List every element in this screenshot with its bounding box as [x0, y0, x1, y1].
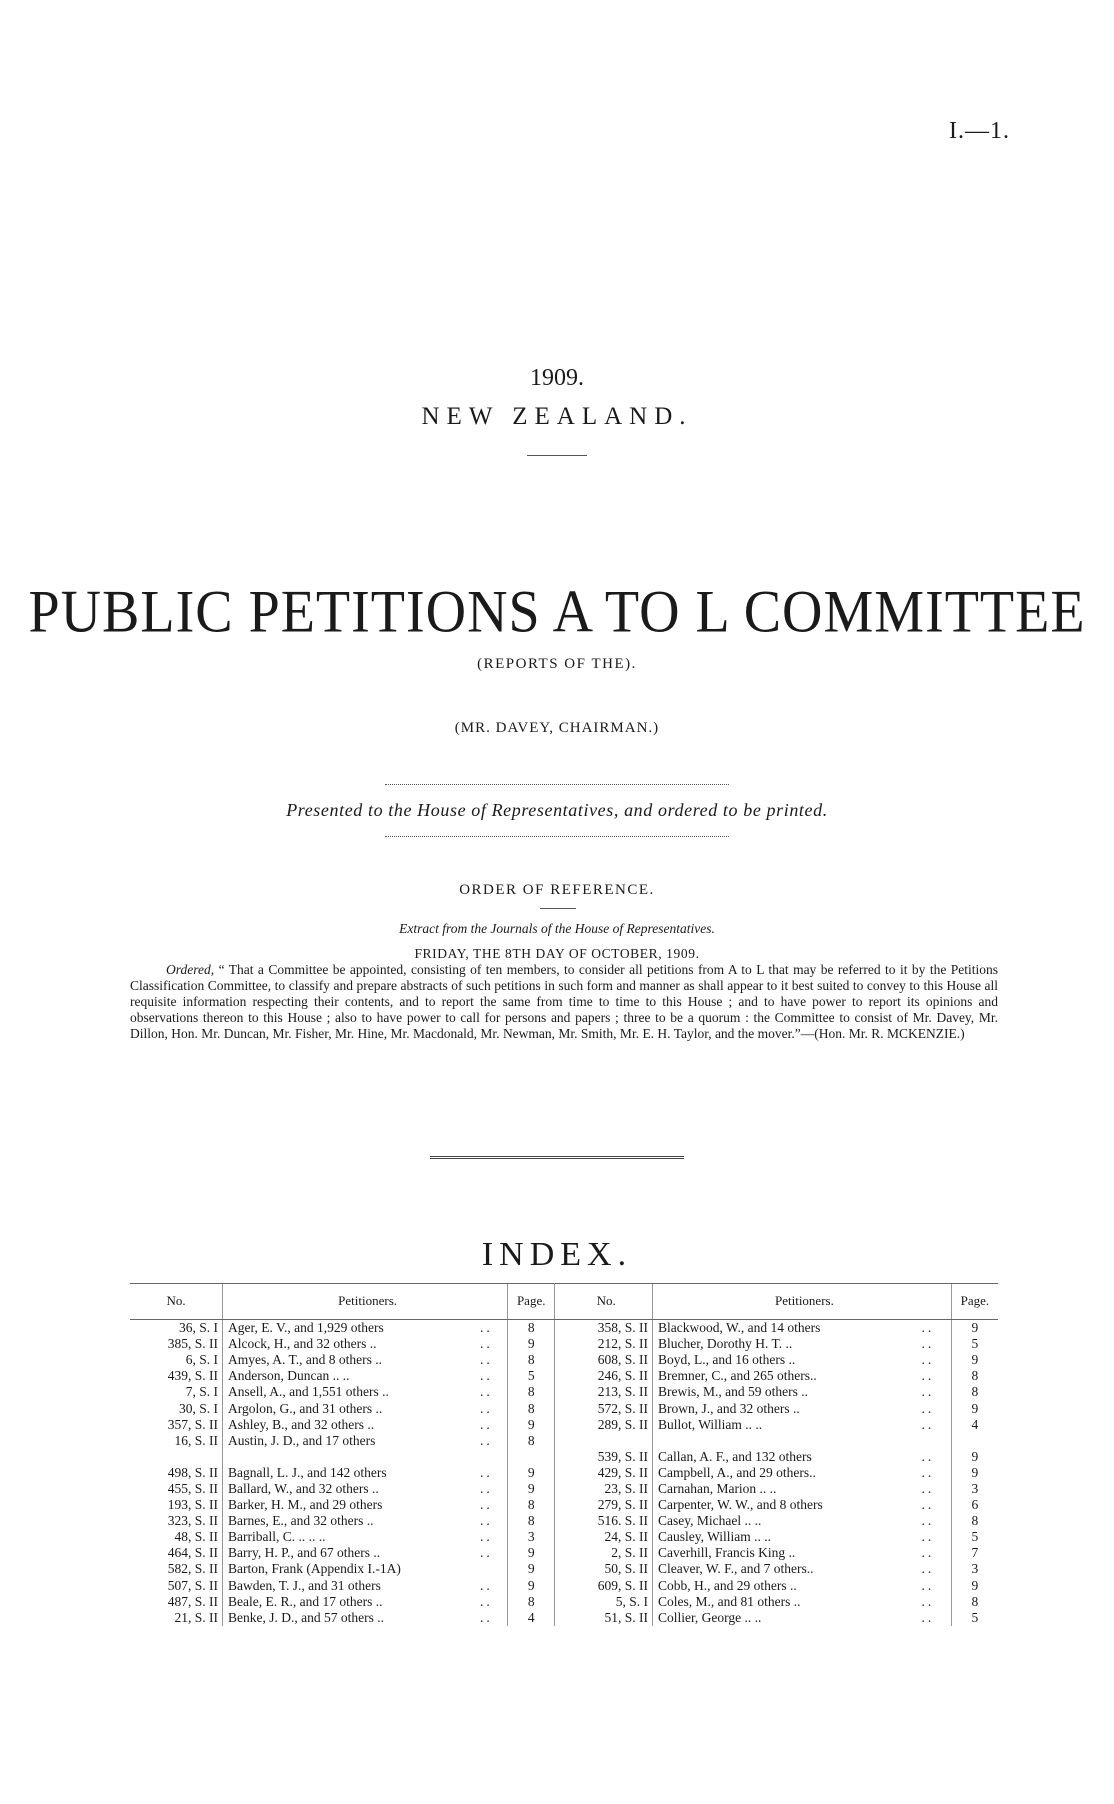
petition-number: 21, S. II: [174, 1609, 219, 1625]
petition-number: 323, S. II: [167, 1513, 219, 1529]
petition-number: 289, S. II: [597, 1416, 648, 1432]
page-number: 3: [951, 1561, 998, 1577]
page-number: 8: [508, 1594, 555, 1610]
petitioner-name: Campbell, A., and 29 others..: [652, 1465, 904, 1481]
petition-number: 487, S. II: [167, 1593, 219, 1609]
page-number: 9: [508, 1417, 555, 1433]
petition-number: 516. S. II: [597, 1513, 648, 1529]
petition-number: 429, S. II: [597, 1464, 648, 1480]
leader-dots: ..: [921, 1480, 935, 1496]
col-header-petitioners: Petitioners.: [652, 1284, 951, 1320]
petitioner-name: Cleaver, W. F., and 7 others..: [652, 1561, 904, 1577]
leader-dots: [905, 1433, 952, 1449]
leader-dots: ..: [921, 1545, 935, 1561]
petitioner-name: Barry, H. P., and 67 others ..: [223, 1545, 466, 1561]
petition-number: 539, S. II: [597, 1448, 648, 1464]
petition-number: 50, S. II: [604, 1561, 648, 1577]
petitioner-name: Ansell, A., and 1,551 others ..: [223, 1384, 466, 1400]
col-gap: [555, 1513, 565, 1529]
index-row: [130, 1561, 998, 1577]
petitioner-name: Boyd, L., and 16 others ..: [652, 1352, 904, 1368]
petition-number: 212, S. II: [597, 1336, 648, 1352]
leader-dots: ..: [480, 1336, 493, 1352]
col-gap: [555, 1417, 565, 1433]
divider-rule: [527, 455, 587, 456]
divider-rule: [540, 908, 576, 909]
petitioner-name: Caverhill, Francis King ..: [652, 1545, 904, 1561]
col-gap: [555, 1384, 565, 1400]
petitioner-name: Carnahan, Marion .. ..: [652, 1481, 904, 1497]
petition-number: 572, S. II: [597, 1400, 648, 1416]
petition-number: 385, S. II: [167, 1336, 219, 1352]
petitioner-name: Cobb, H., and 29 others ..: [652, 1578, 904, 1594]
petition-number: 23, S. II: [604, 1480, 648, 1496]
petition-number: 279, S. II: [597, 1497, 648, 1513]
petitioner-name: Bremner, C., and 265 others..: [652, 1368, 904, 1384]
index-row: [130, 1400, 998, 1416]
leader-dots: ..: [921, 1529, 935, 1545]
petition-number: 464, S. II: [167, 1545, 219, 1561]
petitioner-name: Ager, E. V., and 1,929 others: [223, 1320, 466, 1337]
page-number: 9: [508, 1465, 555, 1481]
page-number: 8: [951, 1368, 998, 1384]
page-number: 9: [508, 1578, 555, 1594]
page-number: 7: [951, 1545, 998, 1561]
petitioner-name: Blucher, Dorothy H. T. ..: [652, 1336, 904, 1352]
leader-dots: [466, 1449, 508, 1465]
leader-dots: ..: [480, 1352, 493, 1368]
page-number: [508, 1449, 555, 1465]
index-header-row: [130, 1284, 998, 1320]
leader-dots: ..: [921, 1464, 935, 1480]
leader-dots: ..: [480, 1368, 493, 1384]
index-row: [130, 1513, 998, 1529]
col-gap: [555, 1400, 565, 1416]
petition-number: 582, S. II: [167, 1561, 219, 1577]
petition-number: 36, S. I: [179, 1320, 219, 1336]
page-number: 9: [508, 1545, 555, 1561]
index-row: [130, 1320, 998, 1337]
presented-line: Presented to the House of Representatives, and ordered to be printed.: [286, 800, 828, 820]
page-number: 5: [951, 1610, 998, 1626]
leader-dots: ..: [480, 1432, 493, 1448]
chairman-line: (MR. DAVEY, CHAIRMAN.): [454, 720, 660, 736]
page-number: 8: [508, 1400, 555, 1416]
index-row: [130, 1417, 998, 1433]
divider-rule: [385, 836, 729, 837]
petition-number: 455, S. II: [167, 1480, 219, 1496]
leader-dots: ..: [921, 1384, 935, 1400]
petitioner-name: Austin, J. D., and 17 others: [223, 1433, 466, 1449]
leader-dots: ..: [480, 1400, 493, 1416]
page-number: 9: [951, 1400, 998, 1416]
leader-dots: ..: [480, 1497, 493, 1513]
page-reference: I.—1.: [949, 118, 1010, 144]
order-of-reference-heading: ORDER OF REFERENCE.: [459, 882, 655, 898]
petition-number: 51, S. II: [604, 1609, 648, 1625]
leader-dots: ..: [480, 1464, 493, 1480]
col-gap: [555, 1497, 565, 1513]
index-body: [130, 1320, 998, 1626]
leader-dots: ..: [480, 1320, 493, 1336]
petitioner-name: Barriball, C. .. .. ..: [223, 1529, 466, 1545]
col-gap: [555, 1578, 565, 1594]
leader-dots: ..: [921, 1400, 935, 1416]
page-number: 8: [508, 1513, 555, 1529]
col-gap: [555, 1352, 565, 1368]
petitioner-name: Causley, William .. ..: [652, 1529, 904, 1545]
petition-number: 7, S. I: [185, 1384, 219, 1400]
petitioner-name: Collier, George .. ..: [652, 1610, 904, 1626]
col-gap: [555, 1481, 565, 1497]
order-body: [130, 962, 998, 1042]
page-number: 9: [951, 1320, 998, 1337]
leader-dots: ..: [921, 1416, 935, 1432]
leader-dots: ..: [480, 1384, 493, 1400]
index-row: [130, 1578, 998, 1594]
index-row: [130, 1465, 998, 1481]
petitioner-name: Coles, M., and 81 others ..: [652, 1594, 904, 1610]
petitioner-name: Benke, J. D., and 57 others ..: [223, 1610, 466, 1626]
page-number: 8: [508, 1352, 555, 1368]
petitioner-name: Barker, H. M., and 29 others: [223, 1497, 466, 1513]
order-date: FRIDAY, THE 8TH DAY OF OCTOBER, 1909.: [414, 946, 700, 961]
leader-dots: ..: [480, 1513, 493, 1529]
index-heading: INDEX.: [481, 1236, 633, 1273]
petition-number: [130, 1449, 223, 1465]
leader-dots: ..: [921, 1593, 935, 1609]
petition-number: 608, S. II: [597, 1352, 648, 1368]
leader-dots: ..: [921, 1577, 935, 1593]
leader-dots: ..: [921, 1561, 935, 1577]
leader-dots: ..: [921, 1497, 935, 1513]
col-gap: [555, 1561, 565, 1577]
order-paragraph: [130, 962, 998, 1042]
col-header-no: No.: [565, 1284, 653, 1320]
index-row: [130, 1336, 998, 1352]
col-gap: [555, 1433, 565, 1449]
page-number: 6: [951, 1497, 998, 1513]
petitioner-name: Anderson, Duncan .. ..: [223, 1368, 466, 1384]
leader-dots: ..: [480, 1609, 493, 1625]
page-number: 9: [508, 1561, 555, 1577]
col-gap: [555, 1336, 565, 1352]
page-number: 4: [508, 1610, 555, 1626]
page-number: 8: [508, 1497, 555, 1513]
petitioner-name: Bullot, William .. ..: [652, 1417, 904, 1433]
page-number: 9: [951, 1352, 998, 1368]
leader-dots: ..: [921, 1513, 935, 1529]
page-number: 8: [508, 1433, 555, 1449]
page-number: 8: [508, 1320, 555, 1337]
index-row: [130, 1368, 998, 1384]
petition-number: 357, S. II: [167, 1416, 219, 1432]
index-row: [130, 1481, 998, 1497]
page-number: 9: [508, 1481, 555, 1497]
divider-rule: [430, 1156, 684, 1159]
petitioner-name: Brewis, M., and 59 others ..: [652, 1384, 904, 1400]
col-gap: [555, 1449, 565, 1465]
leader-dots: [466, 1561, 508, 1577]
leader-dots: ..: [921, 1352, 935, 1368]
petition-number: 358, S. II: [597, 1320, 648, 1336]
index-row: [130, 1384, 998, 1400]
col-gap: [555, 1545, 565, 1561]
petitioner-name: [652, 1433, 904, 1449]
petition-number: [565, 1433, 653, 1449]
petitioner-name: Amyes, A. T., and 8 others ..: [223, 1352, 466, 1368]
leader-dots: ..: [921, 1368, 935, 1384]
page-number: 5: [951, 1529, 998, 1545]
index-row: [130, 1449, 998, 1465]
petitioner-name: Argolon, G., and 31 others ..: [223, 1400, 466, 1416]
leader-dots: ..: [480, 1545, 493, 1561]
page-number: 9: [951, 1465, 998, 1481]
index-table: [130, 1283, 998, 1626]
leader-dots: ..: [480, 1416, 493, 1432]
page-number: 5: [508, 1368, 555, 1384]
petitioner-name: Bagnall, L. J., and 142 others: [223, 1465, 466, 1481]
page-number: 4: [951, 1417, 998, 1433]
petition-number: 498, S. II: [167, 1464, 219, 1480]
leader-dots: ..: [480, 1577, 493, 1593]
col-header-petitioners: Petitioners.: [223, 1284, 508, 1320]
extract-line: Extract from the Journals of the House of Representatives.: [399, 921, 715, 936]
leader-dots: ..: [480, 1529, 493, 1545]
page-number: 8: [951, 1594, 998, 1610]
page-number: 5: [951, 1336, 998, 1352]
country-heading: NEW ZEALAND.: [421, 403, 693, 430]
leader-dots: ..: [921, 1448, 935, 1464]
page-number: 9: [951, 1449, 998, 1465]
petition-number: 30, S. I: [179, 1400, 219, 1416]
col-gap: [555, 1284, 565, 1320]
petitioner-name: Bawden, T. J., and 31 others: [223, 1578, 466, 1594]
petitioner-name: Callan, A. F., and 132 others: [652, 1449, 904, 1465]
divider-rule: [385, 784, 729, 785]
petition-number: 193, S. II: [167, 1497, 219, 1513]
col-header-page: Page.: [508, 1284, 555, 1320]
petitioner-name: Barton, Frank (Appendix I.-1A): [223, 1561, 466, 1577]
page-number: 8: [951, 1384, 998, 1400]
index-row: [130, 1352, 998, 1368]
page-number: 8: [508, 1384, 555, 1400]
petition-number: 5, S. I: [615, 1593, 648, 1609]
petition-number: 439, S. II: [167, 1368, 219, 1384]
page-number: 9: [951, 1578, 998, 1594]
document-title: PUBLIC PETITIONS A TO L COMMITTEE: [28, 578, 1086, 646]
petitioner-name: Barnes, E., and 32 others ..: [223, 1513, 466, 1529]
index-row: [130, 1594, 998, 1610]
petition-number: 16, S. II: [174, 1432, 219, 1448]
petition-number: 246, S. II: [597, 1368, 648, 1384]
petitioner-name: Carpenter, W. W., and 8 others: [652, 1497, 904, 1513]
petitioner-name: Beale, E. R., and 17 others ..: [223, 1594, 466, 1610]
col-gap: [555, 1594, 565, 1610]
col-gap: [555, 1465, 565, 1481]
leader-dots: ..: [480, 1480, 493, 1496]
petition-number: 6, S. I: [185, 1352, 219, 1368]
petitioner-name: Alcock, H., and 32 others ..: [223, 1336, 466, 1352]
col-gap: [555, 1529, 565, 1545]
index-row: [130, 1529, 998, 1545]
leader-dots: ..: [921, 1320, 935, 1336]
col-header-page: Page.: [951, 1284, 998, 1320]
index-row: [130, 1545, 998, 1561]
col-gap: [555, 1610, 565, 1626]
petition-number: 2, S. II: [611, 1545, 648, 1561]
index-row: [130, 1433, 998, 1449]
petitioner-name: Ashley, B., and 32 others ..: [223, 1417, 466, 1433]
leader-dots: ..: [480, 1593, 493, 1609]
document-subtitle: (REPORTS OF THE).: [477, 656, 637, 672]
petitioner-name: Ballard, W., and 32 others ..: [223, 1481, 466, 1497]
petition-number: 507, S. II: [167, 1577, 219, 1593]
index-row: [130, 1610, 998, 1626]
leader-dots: ..: [921, 1336, 935, 1352]
petitioner-name: Casey, Michael .. ..: [652, 1513, 904, 1529]
page-number: 3: [951, 1481, 998, 1497]
index-row: [130, 1497, 998, 1513]
col-gap: [555, 1320, 565, 1337]
order-text: “ That a Committee be appointed, consisting of ten members, to consider all petitions from A to L that may be referred to it by the Petitions Classification Committee, to classify and prepare abstracts of such petitions in such form and manner as shall appear to it best suited to convey to this House all requisite information respecting their contents, and to report the same from time to time to this House ; and to have power to report its opinions and observations thereon to this House ; also to have power to call for persons and papers ; three to be a quorum : the Committee to consist of Mr. Davey, Mr. Dillon, Hon. Mr. Duncan, Mr. Fisher, Mr. Hine, Mr. Macdonald, Mr. Newman, Mr. Smith, Mr. E. H. Taylor, and the mover.”—(Hon. Mr. R. MCKENZIE.): [130, 962, 999, 1041]
page-number: 8: [951, 1513, 998, 1529]
page-number: 3: [508, 1529, 555, 1545]
petitioner-name: [223, 1449, 466, 1465]
document-year: 1909.: [530, 365, 584, 391]
ordered-label: Ordered,: [166, 962, 215, 977]
col-header-no: No.: [130, 1284, 223, 1320]
petitioner-name: Blackwood, W., and 14 others: [652, 1320, 904, 1337]
leader-dots: ..: [921, 1609, 935, 1625]
page-number: [951, 1433, 998, 1449]
petition-number: 609, S. II: [597, 1577, 648, 1593]
col-gap: [555, 1368, 565, 1384]
petition-number: 48, S. II: [174, 1529, 219, 1545]
petition-number: 213, S. II: [597, 1384, 648, 1400]
petitioner-name: Brown, J., and 32 others ..: [652, 1400, 904, 1416]
petition-number: 24, S. II: [604, 1529, 648, 1545]
page-number: 9: [508, 1336, 555, 1352]
